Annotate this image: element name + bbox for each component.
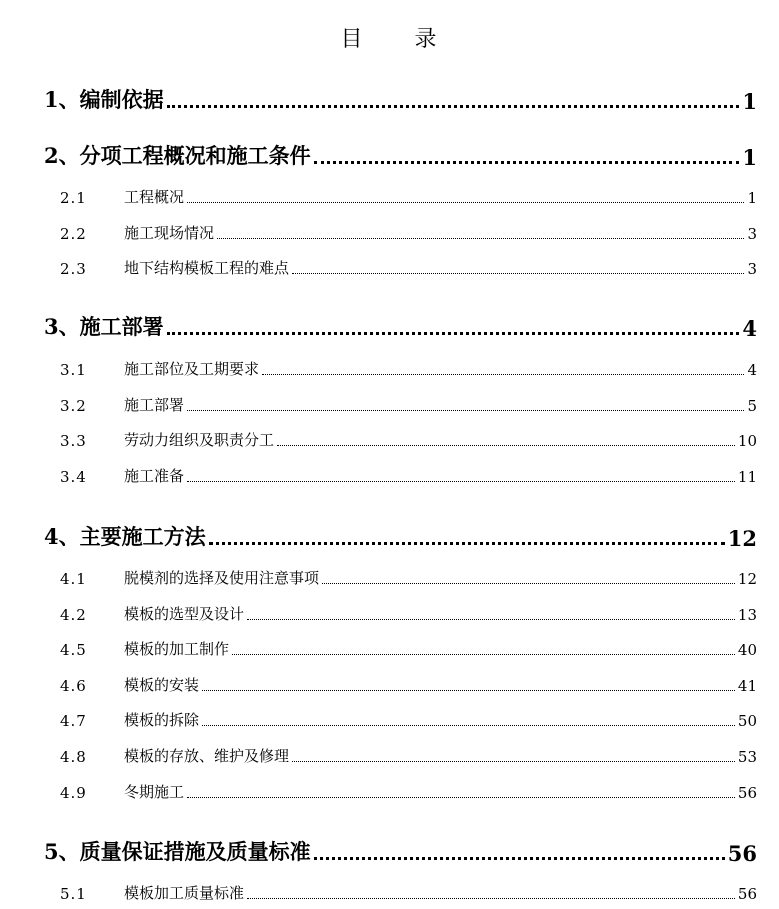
dot-leader [217,237,744,239]
toc-num: 4.9 [60,784,87,802]
dot-leader [187,201,744,203]
title-char-right: 录 [414,27,439,52]
toc-page: 41 [737,677,757,695]
toc-page: 40 [737,641,757,659]
dot-leader [167,104,740,108]
toc-label: 模板的拆除 [124,711,200,729]
toc-page: 4 [747,361,757,379]
toc-chapter[interactable] [44,84,757,114]
toc-num: 4.6 [60,677,87,695]
toc-num: 3.2 [60,397,87,415]
toc-label: 1、编制依据 [44,87,164,112]
toc-label: 工程概况 [124,188,185,206]
toc-page: 1 [742,89,757,114]
dot-leader [292,272,744,274]
toc-chapter[interactable] [44,140,757,170]
toc-num: 5.1 [60,885,87,903]
toc-page: 56 [737,885,757,903]
toc-page: 12 [737,570,757,588]
dot-leader [187,480,735,482]
toc-num: 3.4 [60,468,87,486]
toc-num: 4.1 [60,570,87,588]
toc-label: 4、主要施工方法 [44,524,206,549]
dot-leader [314,856,725,860]
toc-chapter[interactable] [44,836,757,866]
toc-section[interactable] [60,429,757,450]
toc-page: 10 [737,432,757,450]
toc-label: 2、分项工程概况和施工条件 [44,143,311,168]
toc-section[interactable] [60,603,757,624]
toc-section[interactable] [60,674,757,695]
toc-label: 施工部位及工期要求 [124,360,260,378]
dot-leader [292,760,735,762]
toc-label: 3、施工部署 [44,314,164,339]
toc-page: 53 [737,748,757,766]
toc-label: 施工部署 [124,396,185,414]
toc-num: 2.3 [60,260,87,278]
toc-label: 模板的安装 [124,676,200,694]
toc-page: 4 [742,316,757,341]
toc-section[interactable] [60,745,757,766]
toc-section[interactable] [60,186,757,207]
toc-section[interactable] [60,465,757,486]
toc-section[interactable] [60,638,757,659]
toc-page: 56 [737,784,757,802]
dot-leader [202,724,735,726]
toc-label: 地下结构模板工程的难点 [124,259,290,277]
toc-page: 13 [737,606,757,624]
toc-label: 模板加工质量标准 [124,884,245,902]
toc-chapter[interactable] [44,311,757,341]
dot-leader [247,618,735,620]
toc-label: 模板的选型及设计 [124,605,245,623]
dot-leader [187,796,735,798]
toc-page: 12 [727,526,757,551]
dot-leader [209,541,725,545]
toc-label: 冬期施工 [124,783,185,801]
dot-leader [187,409,744,411]
toc-num: 4.7 [60,712,87,730]
toc-page: 5 [747,397,757,415]
toc-section[interactable] [60,222,757,243]
toc-num: 2.2 [60,225,87,243]
toc-label: 施工现场情况 [124,224,215,242]
toc-num: 4.8 [60,748,87,766]
toc-num: 2.1 [60,189,87,207]
toc-label: 脱模剂的选择及使用注意事项 [124,569,320,587]
dot-leader [167,331,740,335]
toc-page: 50 [737,712,757,730]
title-char-left: 目 [340,27,365,52]
toc-chapter[interactable] [44,521,757,551]
dot-leader [314,160,740,164]
toc-section[interactable] [60,882,757,903]
toc-section[interactable] [60,257,757,278]
dot-leader [322,582,735,584]
toc-label: 劳动力组织及职责分工 [124,431,275,449]
toc-num: 3.3 [60,432,87,450]
toc-page: 1 [747,189,757,207]
toc-page: 11 [737,468,757,486]
toc-page: 1 [742,145,757,170]
toc-section[interactable] [60,394,757,415]
dot-leader [247,897,735,899]
toc-label: 施工准备 [124,467,185,485]
toc-page: 56 [727,841,757,866]
toc-label: 5、质量保证措施及质量标准 [44,839,311,864]
toc-section[interactable] [60,781,757,802]
toc-section[interactable] [60,709,757,730]
dot-leader [262,373,744,375]
toc-page: 3 [747,225,757,243]
toc-section[interactable] [60,358,757,379]
toc-label: 模板的加工制作 [124,640,230,658]
dot-leader [277,444,735,446]
toc-num: 4.5 [60,641,87,659]
toc-page: 3 [747,260,757,278]
toc-label: 模板的存放、维护及修理 [124,747,290,765]
dot-leader [232,653,735,655]
toc-num: 3.1 [60,361,87,379]
toc-section[interactable] [60,567,757,588]
dot-leader [202,689,735,691]
page-title [0,22,779,53]
toc-num: 4.2 [60,606,87,624]
